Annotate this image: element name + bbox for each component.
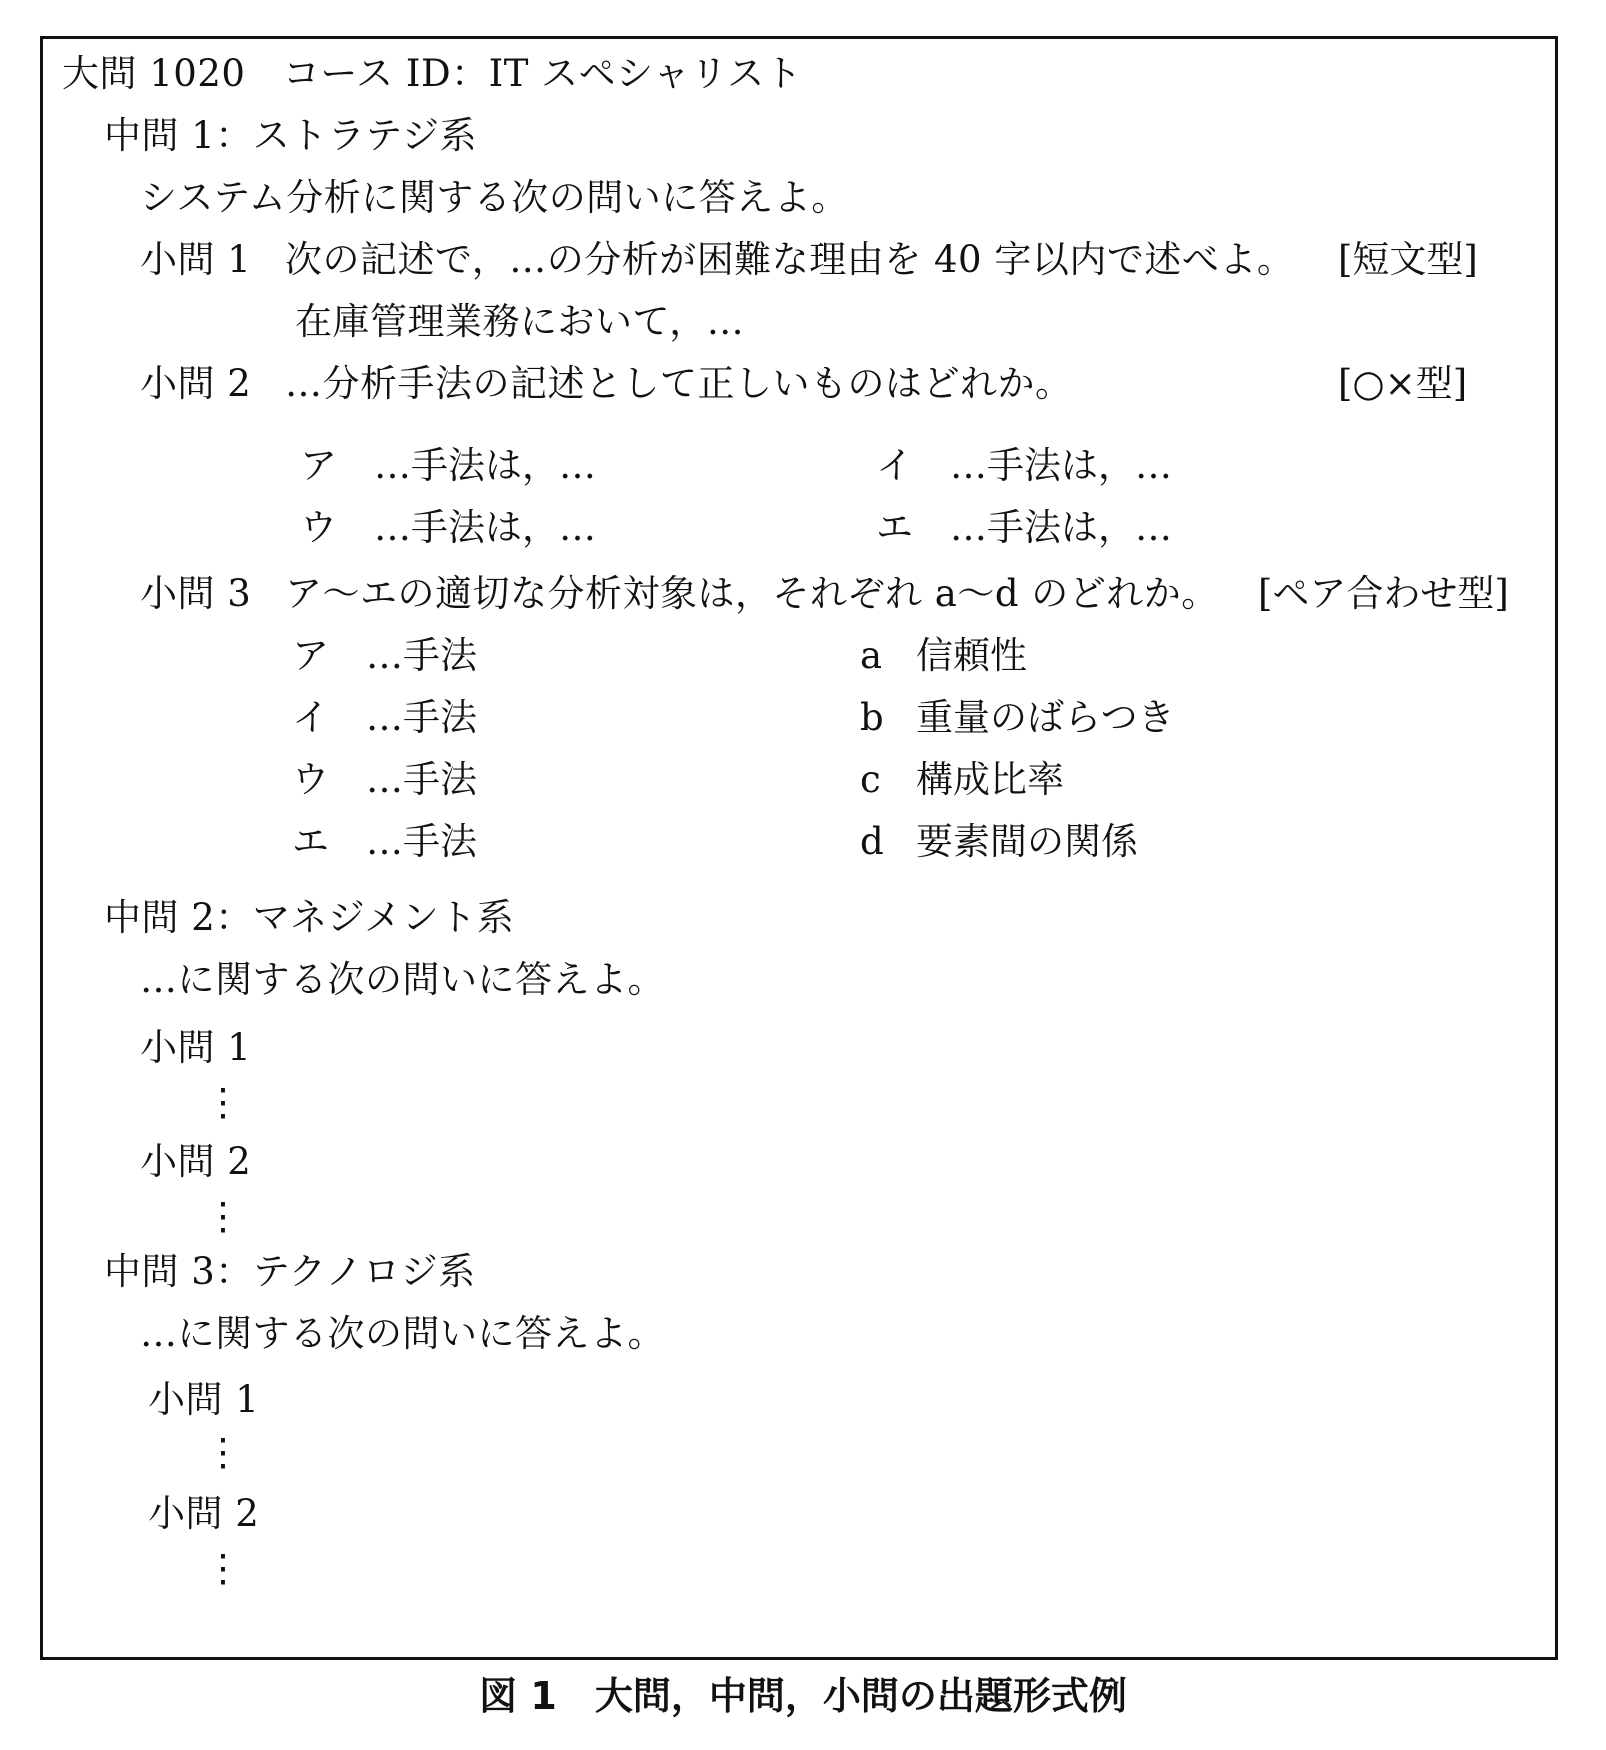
chumon-2-title: 中問 2：マネジメント系 [104, 896, 515, 939]
vertical-ellipsis: ⋮ [204, 1194, 242, 1238]
chumon-3-shomon-2: 小問 2 [148, 1492, 260, 1535]
pair-right-key: c [860, 758, 881, 801]
chumon-2-instruction: …に関する次の問いに答えよ。 [140, 958, 665, 1001]
pair-left-text: …手法 [366, 820, 477, 863]
shomon-2-type-tag: [○×型] [1338, 362, 1468, 405]
chumon-3-title: 中問 3：テクノロジ系 [104, 1250, 476, 1293]
shomon-2-label: 小問 2 [140, 362, 252, 405]
pair-right-text: 要素間の関係 [916, 820, 1138, 863]
option-text: …手法は，… [950, 444, 1172, 487]
pair-right-text: 構成比率 [916, 758, 1064, 801]
pair-left-text: …手法 [366, 758, 477, 801]
figure-caption: 図 1 大問，中問，小問の出題形式例 [479, 1674, 1127, 1718]
chumon-3-instruction: …に関する次の問いに答えよ。 [140, 1312, 665, 1355]
vertical-ellipsis: ⋮ [204, 1546, 242, 1590]
pair-left-key: イ [292, 696, 329, 739]
shomon-1-text: 次の記述で，…の分析が困難な理由を 40 字以内で述べよ。 [285, 238, 1295, 281]
chumon-2-shomon-2: 小問 2 [140, 1140, 252, 1183]
option-key: ウ [300, 506, 337, 549]
shomon-3-text: ア～エの適切な分析対象は，それぞれ a～d のどれか。 [285, 572, 1219, 615]
pair-left-text: …手法 [366, 634, 477, 677]
daimon-header: 大問 1020 コース ID：IT スペシャリスト [62, 52, 803, 95]
pair-right-text: 重量のばらつき [916, 696, 1175, 739]
pair-left-key: エ [292, 820, 329, 863]
option-key: ア [300, 444, 337, 487]
pair-right-key: d [860, 820, 884, 863]
option-text: …手法は，… [374, 444, 596, 487]
shomon-1-label: 小問 1 [140, 238, 252, 281]
option-text: …手法は，… [950, 506, 1172, 549]
pair-right-key: a [860, 634, 883, 677]
pair-right-text: 信頼性 [916, 634, 1027, 677]
chumon-1-instruction: システム分析に関する次の問いに答えよ。 [140, 176, 849, 219]
option-key: イ [876, 444, 913, 487]
vertical-ellipsis: ⋮ [204, 1080, 242, 1124]
option-key: エ [876, 506, 913, 549]
shomon-3-label: 小問 3 [140, 572, 252, 615]
shomon-1-subtext: 在庫管理業務において，… [295, 300, 745, 343]
vertical-ellipsis: ⋮ [204, 1430, 242, 1474]
shomon-3-type-tag: [ペア合わせ型] [1258, 572, 1509, 615]
chumon-2-shomon-1: 小問 1 [140, 1026, 252, 1069]
pair-left-key: ウ [292, 758, 329, 801]
pair-left-key: ア [292, 634, 329, 677]
shomon-2-text: …分析手法の記述として正しいものはどれか。 [285, 362, 1073, 405]
pair-right-key: b [860, 696, 884, 739]
shomon-1-type-tag: [短文型] [1338, 238, 1478, 281]
chumon-1-title: 中問 1：ストラテジ系 [104, 114, 478, 157]
option-text: …手法は，… [374, 506, 596, 549]
chumon-3-shomon-1: 小問 1 [148, 1378, 260, 1421]
pair-left-text: …手法 [366, 696, 477, 739]
